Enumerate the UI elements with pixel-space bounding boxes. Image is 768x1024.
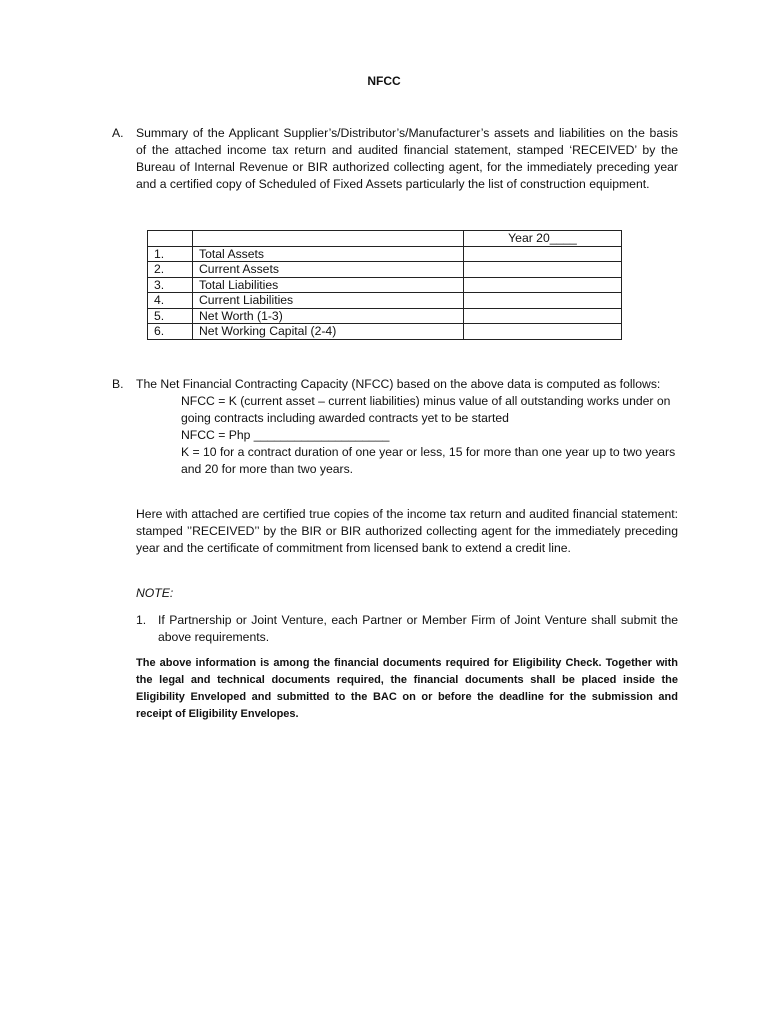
row-number: 2. [148, 262, 193, 278]
section-a [112, 125, 678, 193]
row-value [464, 308, 622, 324]
section-a-text: Summary of the Applicant Supplier’s/Distributor’s/Manufacturer’s assets and liabilities on the basis of the attached income tax return and audited financial statement, stamped ‘RECEIVED’ by the Bureau of Internal Revenue or BIR authorized collecting agent, for the immediately preceding year and a certified copy of Scheduled of Fixed Assets particularly the list of construction equipment. [136, 126, 678, 191]
attachments-paragraph: Here with attached are certified true copies of the income tax return and audited financial statement: stamped ’’RECEIVED’’ by the BIR or BIR authorized collecting agent for the immediately preceding year and the certificate of commitment from licensed bank to extend a credit line. [136, 507, 678, 555]
table-row [148, 293, 622, 309]
row-label: Net Working Capital (2-4) [193, 324, 464, 340]
table-row [148, 262, 622, 278]
table-row [148, 308, 622, 324]
closing-paragraph: The above information is among the financial documents required for Eligibility Check. Together with the legal and technical documents required, the financial documents shall be placed inside the Eligibility Enveloped and submitted to the BAC on or before the deadline for the submission and receipt of Eligibility Envelopes. [136, 657, 678, 720]
table-cell [193, 231, 464, 247]
row-label: Current Assets [193, 262, 464, 278]
table-cell [148, 231, 193, 247]
row-number: 1. [148, 246, 193, 262]
section-a-marker: A. [112, 126, 124, 140]
note-label: NOTE: [136, 586, 174, 600]
section-b [112, 376, 678, 478]
row-number: 3. [148, 277, 193, 293]
year-header: Year 20____ [464, 231, 622, 247]
table-header-row [148, 231, 622, 247]
nfcc-formula [181, 393, 678, 478]
table-row [148, 277, 622, 293]
note-item [136, 612, 678, 646]
row-label: Total Liabilities [193, 277, 464, 293]
row-number: 6. [148, 324, 193, 340]
formula-k-values: K = 10 for a contract duration of one year or less, 15 for more than one year up to two years and 20 for more than two years. [181, 445, 676, 476]
assets-liabilities-table [147, 230, 622, 340]
row-value [464, 277, 622, 293]
note-item-text: If Partnership or Joint Venture, each Partner or Member Firm of Joint Venture shall submit the above requirements. [158, 613, 678, 644]
row-label: Current Liabilities [193, 293, 464, 309]
section-b-marker: B. [112, 377, 124, 391]
row-number: 4. [148, 293, 193, 309]
formula-definition: NFCC = K (current asset – current liabilities) minus value of all outstanding works under on going contracts including awarded contracts yet to be started [181, 394, 671, 425]
row-value [464, 324, 622, 340]
row-value [464, 246, 622, 262]
row-value [464, 293, 622, 309]
table-row [148, 246, 622, 262]
note-item-number: 1. [136, 613, 147, 627]
page-title: NFCC [367, 74, 401, 88]
row-label: Net Worth (1-3) [193, 308, 464, 324]
table-row [148, 324, 622, 340]
row-value [464, 262, 622, 278]
section-b-intro: The Net Financial Contracting Capacity (NFCC) based on the above data is computed as follows: [136, 377, 661, 391]
row-label: Total Assets [193, 246, 464, 262]
formula-php-line: NFCC = Php ____________________ [181, 428, 390, 442]
row-number: 5. [148, 308, 193, 324]
